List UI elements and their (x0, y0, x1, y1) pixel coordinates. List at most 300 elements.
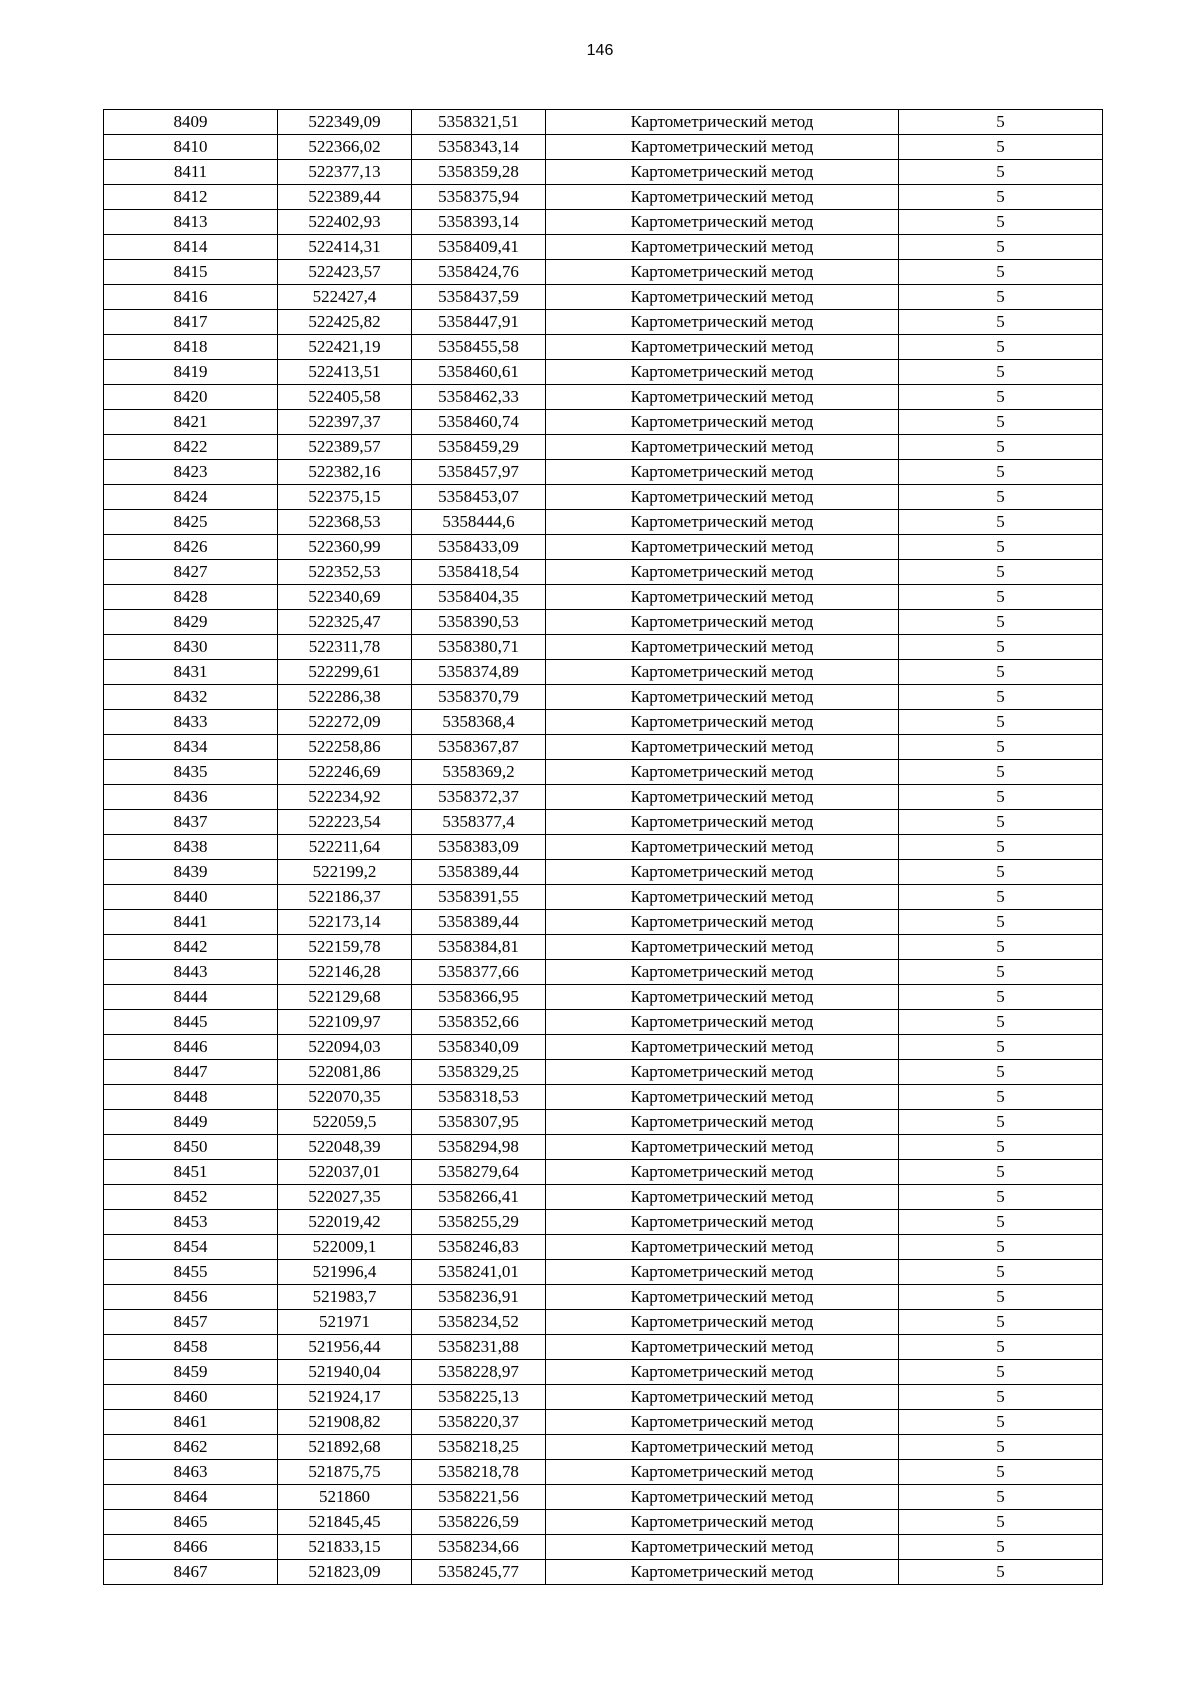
table-row (104, 285, 1103, 310)
table-row (104, 1560, 1103, 1585)
table-row (104, 985, 1103, 1010)
table-row (104, 335, 1103, 360)
point-number-cell: 8416 (104, 285, 278, 310)
point-number-cell: 8422 (104, 435, 278, 460)
y-coordinate-cell: 5358352,66 (412, 1010, 546, 1035)
x-coordinate-cell: 522272,09 (278, 710, 412, 735)
point-number-cell: 8456 (104, 1285, 278, 1310)
y-coordinate-cell: 5358453,07 (412, 485, 546, 510)
accuracy-cell: 5 (899, 1235, 1103, 1260)
x-coordinate-cell: 522427,4 (278, 285, 412, 310)
point-number-cell: 8429 (104, 610, 278, 635)
y-coordinate-cell: 5358340,09 (412, 1035, 546, 1060)
table-row (104, 1435, 1103, 1460)
point-number-cell: 8436 (104, 785, 278, 810)
point-number-cell: 8431 (104, 660, 278, 685)
point-number-cell: 8437 (104, 810, 278, 835)
accuracy-cell: 5 (899, 1035, 1103, 1060)
point-number-cell: 8461 (104, 1410, 278, 1435)
accuracy-cell: 5 (899, 235, 1103, 260)
accuracy-cell: 5 (899, 1410, 1103, 1435)
accuracy-cell: 5 (899, 960, 1103, 985)
y-coordinate-cell: 5358437,59 (412, 285, 546, 310)
point-number-cell: 8451 (104, 1160, 278, 1185)
accuracy-cell: 5 (899, 1185, 1103, 1210)
table-row (104, 310, 1103, 335)
y-coordinate-cell: 5358343,14 (412, 135, 546, 160)
accuracy-cell: 5 (899, 1085, 1103, 1110)
point-number-cell: 8455 (104, 1260, 278, 1285)
point-number-cell: 8430 (104, 635, 278, 660)
accuracy-cell: 5 (899, 1210, 1103, 1235)
x-coordinate-cell: 522414,31 (278, 235, 412, 260)
x-coordinate-cell: 522129,68 (278, 985, 412, 1010)
accuracy-cell: 5 (899, 585, 1103, 610)
table-row (104, 235, 1103, 260)
table-row (104, 1360, 1103, 1385)
table-row (104, 635, 1103, 660)
point-number-cell: 8446 (104, 1035, 278, 1060)
x-coordinate-cell: 522234,92 (278, 785, 412, 810)
y-coordinate-cell: 5358447,91 (412, 310, 546, 335)
method-cell: Картометрический метод (546, 535, 899, 560)
accuracy-cell: 5 (899, 885, 1103, 910)
method-cell: Картометрический метод (546, 835, 899, 860)
point-number-cell: 8420 (104, 385, 278, 410)
table-row (104, 1010, 1103, 1035)
table-row (104, 360, 1103, 385)
method-cell: Картометрический метод (546, 385, 899, 410)
table-row (104, 935, 1103, 960)
table-row (104, 610, 1103, 635)
point-number-cell: 8444 (104, 985, 278, 1010)
accuracy-cell: 5 (899, 460, 1103, 485)
y-coordinate-cell: 5358329,25 (412, 1060, 546, 1085)
method-cell: Картометрический метод (546, 185, 899, 210)
method-cell: Картометрический метод (546, 560, 899, 585)
table-row (104, 535, 1103, 560)
accuracy-cell: 5 (899, 1335, 1103, 1360)
point-number-cell: 8457 (104, 1310, 278, 1335)
method-cell: Картометрический метод (546, 1060, 899, 1085)
y-coordinate-cell: 5358218,78 (412, 1460, 546, 1485)
x-coordinate-cell: 522311,78 (278, 635, 412, 660)
y-coordinate-cell: 5358228,97 (412, 1360, 546, 1385)
accuracy-cell: 5 (899, 760, 1103, 785)
table-row (104, 1310, 1103, 1335)
method-cell: Картометрический метод (546, 1535, 899, 1560)
x-coordinate-cell: 522299,61 (278, 660, 412, 685)
method-cell: Картометрический метод (546, 860, 899, 885)
x-coordinate-cell: 522159,78 (278, 935, 412, 960)
accuracy-cell: 5 (899, 985, 1103, 1010)
y-coordinate-cell: 5358433,09 (412, 535, 546, 560)
y-coordinate-cell: 5358418,54 (412, 560, 546, 585)
y-coordinate-cell: 5358424,76 (412, 260, 546, 285)
table-row (104, 735, 1103, 760)
table-row (104, 1335, 1103, 1360)
x-coordinate-cell: 522081,86 (278, 1060, 412, 1085)
point-number-cell: 8449 (104, 1110, 278, 1135)
y-coordinate-cell: 5358391,55 (412, 885, 546, 910)
x-coordinate-cell: 522019,42 (278, 1210, 412, 1235)
x-coordinate-cell: 521940,04 (278, 1360, 412, 1385)
y-coordinate-cell: 5358294,98 (412, 1135, 546, 1160)
x-coordinate-cell: 522425,82 (278, 310, 412, 335)
x-coordinate-cell: 522421,19 (278, 335, 412, 360)
method-cell: Картометрический метод (546, 1285, 899, 1310)
point-number-cell: 8419 (104, 360, 278, 385)
y-coordinate-cell: 5358246,83 (412, 1235, 546, 1260)
method-cell: Картометрический метод (546, 1410, 899, 1435)
accuracy-cell: 5 (899, 735, 1103, 760)
accuracy-cell: 5 (899, 1435, 1103, 1460)
point-number-cell: 8409 (104, 110, 278, 135)
method-cell: Картометрический метод (546, 285, 899, 310)
method-cell: Картометрический метод (546, 510, 899, 535)
point-number-cell: 8454 (104, 1235, 278, 1260)
table-row (104, 1110, 1103, 1135)
y-coordinate-cell: 5358241,01 (412, 1260, 546, 1285)
method-cell: Картометрический метод (546, 910, 899, 935)
accuracy-cell: 5 (899, 910, 1103, 935)
x-coordinate-cell: 521983,7 (278, 1285, 412, 1310)
x-coordinate-cell: 522377,13 (278, 160, 412, 185)
method-cell: Картометрический метод (546, 1460, 899, 1485)
x-coordinate-cell: 521924,17 (278, 1385, 412, 1410)
y-coordinate-cell: 5358457,97 (412, 460, 546, 485)
y-coordinate-cell: 5358377,66 (412, 960, 546, 985)
accuracy-cell: 5 (899, 860, 1103, 885)
y-coordinate-cell: 5358390,53 (412, 610, 546, 635)
y-coordinate-cell: 5358359,28 (412, 160, 546, 185)
y-coordinate-cell: 5358234,66 (412, 1535, 546, 1560)
table-row (104, 1135, 1103, 1160)
method-cell: Картометрический метод (546, 260, 899, 285)
table-row (104, 1235, 1103, 1260)
table-row (104, 1410, 1103, 1435)
x-coordinate-cell: 522186,37 (278, 885, 412, 910)
accuracy-cell: 5 (899, 635, 1103, 660)
method-cell: Картометрический метод (546, 1160, 899, 1185)
accuracy-cell: 5 (899, 810, 1103, 835)
table-row (104, 1385, 1103, 1410)
y-coordinate-cell: 5358389,44 (412, 860, 546, 885)
accuracy-cell: 5 (899, 1360, 1103, 1385)
table-row (104, 710, 1103, 735)
accuracy-cell: 5 (899, 335, 1103, 360)
x-coordinate-cell: 522286,38 (278, 685, 412, 710)
table-row (104, 1260, 1103, 1285)
point-number-cell: 8433 (104, 710, 278, 735)
table-row (104, 585, 1103, 610)
method-cell: Картометрический метод (546, 1260, 899, 1285)
x-coordinate-cell: 522258,86 (278, 735, 412, 760)
x-coordinate-cell: 521956,44 (278, 1335, 412, 1360)
method-cell: Картометрический метод (546, 685, 899, 710)
table-row (104, 1485, 1103, 1510)
x-coordinate-cell: 521833,15 (278, 1535, 412, 1560)
coordinates-table-body (104, 110, 1103, 1585)
point-number-cell: 8432 (104, 685, 278, 710)
x-coordinate-cell: 522146,28 (278, 960, 412, 985)
table-row (104, 1285, 1103, 1310)
y-coordinate-cell: 5358460,61 (412, 360, 546, 385)
table-row (104, 1160, 1103, 1185)
accuracy-cell: 5 (899, 1535, 1103, 1560)
y-coordinate-cell: 5358444,6 (412, 510, 546, 535)
y-coordinate-cell: 5358321,51 (412, 110, 546, 135)
accuracy-cell: 5 (899, 935, 1103, 960)
point-number-cell: 8426 (104, 535, 278, 560)
method-cell: Картометрический метод (546, 1385, 899, 1410)
accuracy-cell: 5 (899, 1060, 1103, 1085)
method-cell: Картометрический метод (546, 585, 899, 610)
accuracy-cell: 5 (899, 510, 1103, 535)
table-row (104, 1535, 1103, 1560)
point-number-cell: 8459 (104, 1360, 278, 1385)
y-coordinate-cell: 5358375,94 (412, 185, 546, 210)
method-cell: Картометрический метод (546, 360, 899, 385)
accuracy-cell: 5 (899, 1285, 1103, 1310)
x-coordinate-cell: 522405,58 (278, 385, 412, 410)
point-number-cell: 8466 (104, 1535, 278, 1560)
accuracy-cell: 5 (899, 1560, 1103, 1585)
y-coordinate-cell: 5358279,64 (412, 1160, 546, 1185)
point-number-cell: 8465 (104, 1510, 278, 1535)
y-coordinate-cell: 5358369,2 (412, 760, 546, 785)
table-row (104, 485, 1103, 510)
table-row (104, 1185, 1103, 1210)
method-cell: Картометрический метод (546, 1210, 899, 1235)
method-cell: Картометрический метод (546, 110, 899, 135)
method-cell: Картометрический метод (546, 160, 899, 185)
y-coordinate-cell: 5358220,37 (412, 1410, 546, 1435)
x-coordinate-cell: 522109,97 (278, 1010, 412, 1035)
x-coordinate-cell: 522397,37 (278, 410, 412, 435)
method-cell: Картометрический метод (546, 885, 899, 910)
accuracy-cell: 5 (899, 1160, 1103, 1185)
table-row (104, 910, 1103, 935)
y-coordinate-cell: 5358374,89 (412, 660, 546, 685)
x-coordinate-cell: 521823,09 (278, 1560, 412, 1585)
y-coordinate-cell: 5358383,09 (412, 835, 546, 860)
point-number-cell: 8423 (104, 460, 278, 485)
accuracy-cell: 5 (899, 135, 1103, 160)
method-cell: Картометрический метод (546, 760, 899, 785)
accuracy-cell: 5 (899, 660, 1103, 685)
point-number-cell: 8428 (104, 585, 278, 610)
y-coordinate-cell: 5358255,29 (412, 1210, 546, 1235)
x-coordinate-cell: 522027,35 (278, 1185, 412, 1210)
table-row (104, 660, 1103, 685)
y-coordinate-cell: 5358409,41 (412, 235, 546, 260)
accuracy-cell: 5 (899, 385, 1103, 410)
x-coordinate-cell: 522325,47 (278, 610, 412, 635)
y-coordinate-cell: 5358393,14 (412, 210, 546, 235)
table-row (104, 185, 1103, 210)
accuracy-cell: 5 (899, 1260, 1103, 1285)
x-coordinate-cell: 521892,68 (278, 1435, 412, 1460)
method-cell: Картометрический метод (546, 735, 899, 760)
table-row (104, 560, 1103, 585)
x-coordinate-cell: 522037,01 (278, 1160, 412, 1185)
table-row (104, 385, 1103, 410)
method-cell: Картометрический метод (546, 960, 899, 985)
point-number-cell: 8438 (104, 835, 278, 860)
y-coordinate-cell: 5358370,79 (412, 685, 546, 710)
method-cell: Картометрический метод (546, 1135, 899, 1160)
y-coordinate-cell: 5358234,52 (412, 1310, 546, 1335)
y-coordinate-cell: 5358226,59 (412, 1510, 546, 1535)
table-row (104, 835, 1103, 860)
x-coordinate-cell: 522211,64 (278, 835, 412, 860)
accuracy-cell: 5 (899, 185, 1103, 210)
table-row (104, 135, 1103, 160)
accuracy-cell: 5 (899, 1510, 1103, 1535)
method-cell: Картометрический метод (546, 810, 899, 835)
y-coordinate-cell: 5358372,37 (412, 785, 546, 810)
accuracy-cell: 5 (899, 1135, 1103, 1160)
accuracy-cell: 5 (899, 485, 1103, 510)
x-coordinate-cell: 521875,75 (278, 1460, 412, 1485)
point-number-cell: 8463 (104, 1460, 278, 1485)
y-coordinate-cell: 5358307,95 (412, 1110, 546, 1135)
y-coordinate-cell: 5358368,4 (412, 710, 546, 735)
point-number-cell: 8414 (104, 235, 278, 260)
point-number-cell: 8462 (104, 1435, 278, 1460)
method-cell: Картометрический метод (546, 135, 899, 160)
table-row (104, 1035, 1103, 1060)
method-cell: Картометрический метод (546, 485, 899, 510)
point-number-cell: 8445 (104, 1010, 278, 1035)
method-cell: Картометрический метод (546, 235, 899, 260)
x-coordinate-cell: 522389,57 (278, 435, 412, 460)
method-cell: Картометрический метод (546, 610, 899, 635)
method-cell: Картометрический метод (546, 785, 899, 810)
x-coordinate-cell: 521845,45 (278, 1510, 412, 1535)
point-number-cell: 8439 (104, 860, 278, 885)
y-coordinate-cell: 5358236,91 (412, 1285, 546, 1310)
point-number-cell: 8412 (104, 185, 278, 210)
accuracy-cell: 5 (899, 535, 1103, 560)
point-number-cell: 8467 (104, 1560, 278, 1585)
accuracy-cell: 5 (899, 1310, 1103, 1335)
table-row (104, 1510, 1103, 1535)
point-number-cell: 8450 (104, 1135, 278, 1160)
method-cell: Картометрический метод (546, 1235, 899, 1260)
point-number-cell: 8442 (104, 935, 278, 960)
x-coordinate-cell: 522048,39 (278, 1135, 412, 1160)
x-coordinate-cell: 522349,09 (278, 110, 412, 135)
table-row (104, 160, 1103, 185)
point-number-cell: 8417 (104, 310, 278, 335)
method-cell: Картометрический метод (546, 410, 899, 435)
y-coordinate-cell: 5358366,95 (412, 985, 546, 1010)
table-row (104, 760, 1103, 785)
table-row (104, 260, 1103, 285)
x-coordinate-cell: 522389,44 (278, 185, 412, 210)
table-row (104, 510, 1103, 535)
method-cell: Картометрический метод (546, 1560, 899, 1585)
method-cell: Картометрический метод (546, 935, 899, 960)
y-coordinate-cell: 5358266,41 (412, 1185, 546, 1210)
x-coordinate-cell: 522382,16 (278, 460, 412, 485)
x-coordinate-cell: 522094,03 (278, 1035, 412, 1060)
accuracy-cell: 5 (899, 610, 1103, 635)
x-coordinate-cell: 522352,53 (278, 560, 412, 585)
x-coordinate-cell: 522402,93 (278, 210, 412, 235)
y-coordinate-cell: 5358384,81 (412, 935, 546, 960)
x-coordinate-cell: 521860 (278, 1485, 412, 1510)
method-cell: Картометрический метод (546, 435, 899, 460)
method-cell: Картометрический метод (546, 1085, 899, 1110)
table-row (104, 785, 1103, 810)
accuracy-cell: 5 (899, 560, 1103, 585)
accuracy-cell: 5 (899, 1385, 1103, 1410)
accuracy-cell: 5 (899, 310, 1103, 335)
table-row (104, 1085, 1103, 1110)
x-coordinate-cell: 521971 (278, 1310, 412, 1335)
x-coordinate-cell: 521908,82 (278, 1410, 412, 1435)
point-number-cell: 8411 (104, 160, 278, 185)
point-number-cell: 8452 (104, 1185, 278, 1210)
method-cell: Картометрический метод (546, 1110, 899, 1135)
table-row (104, 1460, 1103, 1485)
table-row (104, 885, 1103, 910)
y-coordinate-cell: 5358455,58 (412, 335, 546, 360)
y-coordinate-cell: 5358460,74 (412, 410, 546, 435)
accuracy-cell: 5 (899, 835, 1103, 860)
method-cell: Картометрический метод (546, 1035, 899, 1060)
accuracy-cell: 5 (899, 1460, 1103, 1485)
x-coordinate-cell: 522423,57 (278, 260, 412, 285)
x-coordinate-cell: 522070,35 (278, 1085, 412, 1110)
y-coordinate-cell: 5358245,77 (412, 1560, 546, 1585)
method-cell: Картометрический метод (546, 1010, 899, 1035)
point-number-cell: 8427 (104, 560, 278, 585)
y-coordinate-cell: 5358221,56 (412, 1485, 546, 1510)
y-coordinate-cell: 5358318,53 (412, 1085, 546, 1110)
accuracy-cell: 5 (899, 710, 1103, 735)
table-row (104, 685, 1103, 710)
method-cell: Картометрический метод (546, 1185, 899, 1210)
point-number-cell: 8443 (104, 960, 278, 985)
y-coordinate-cell: 5358389,44 (412, 910, 546, 935)
x-coordinate-cell: 522360,99 (278, 535, 412, 560)
table-row (104, 410, 1103, 435)
method-cell: Картометрический метод (546, 660, 899, 685)
y-coordinate-cell: 5358218,25 (412, 1435, 546, 1460)
accuracy-cell: 5 (899, 110, 1103, 135)
x-coordinate-cell: 522059,5 (278, 1110, 412, 1135)
y-coordinate-cell: 5358459,29 (412, 435, 546, 460)
y-coordinate-cell: 5358380,71 (412, 635, 546, 660)
point-number-cell: 8410 (104, 135, 278, 160)
y-coordinate-cell: 5358404,35 (412, 585, 546, 610)
point-number-cell: 8448 (104, 1085, 278, 1110)
table-row (104, 210, 1103, 235)
point-number-cell: 8460 (104, 1385, 278, 1410)
x-coordinate-cell: 522246,69 (278, 760, 412, 785)
point-number-cell: 8440 (104, 885, 278, 910)
accuracy-cell: 5 (899, 360, 1103, 385)
method-cell: Картометрический метод (546, 985, 899, 1010)
table-row (104, 960, 1103, 985)
accuracy-cell: 5 (899, 210, 1103, 235)
table-row (104, 1060, 1103, 1085)
method-cell: Картометрический метод (546, 1435, 899, 1460)
